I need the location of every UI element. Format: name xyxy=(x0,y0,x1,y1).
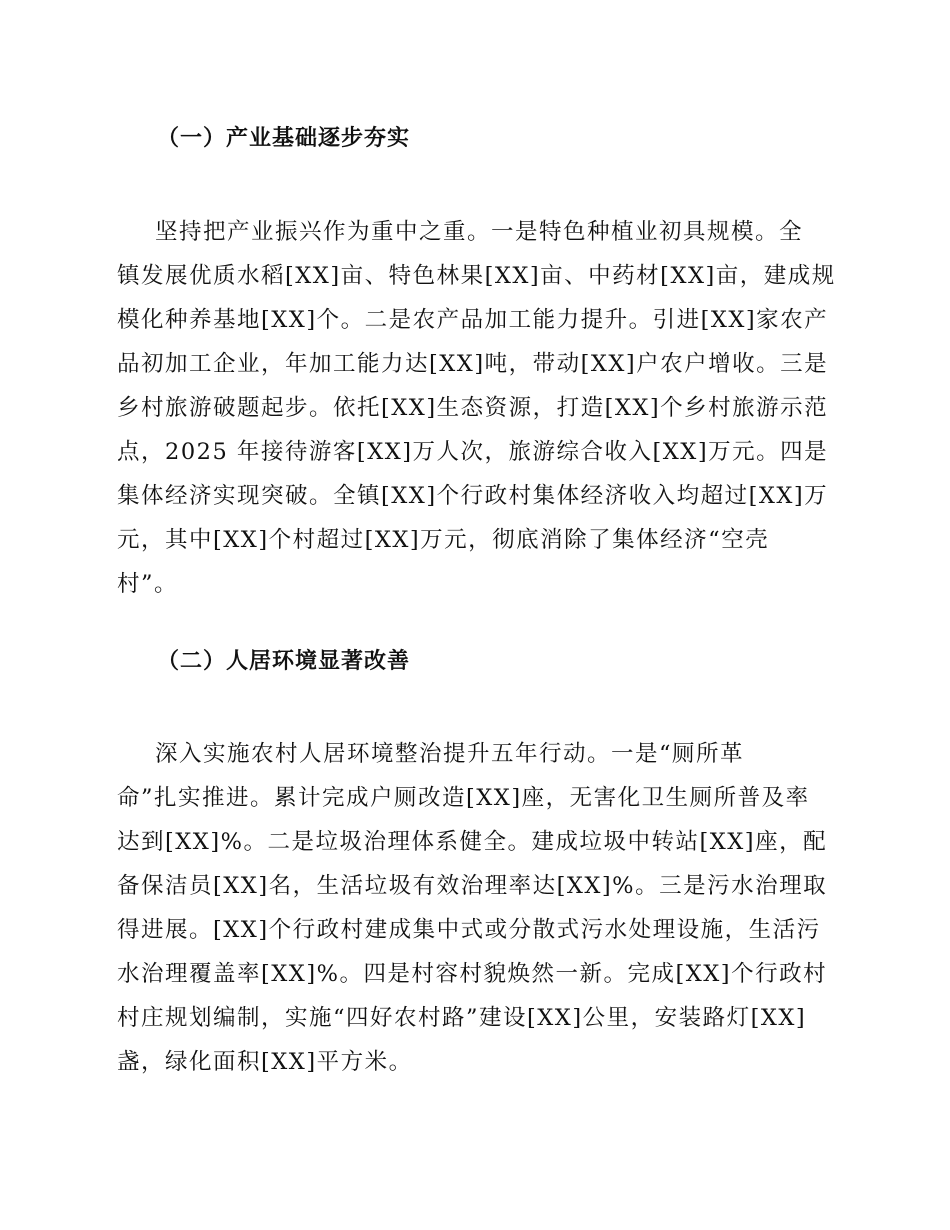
paragraph-line: 乡村旅游破题起步。依托[XX]生态资源，打造[XX]个乡村旅游示范 xyxy=(117,395,829,421)
paragraph-line: 得进展。[XX]个行政村建成集中式或分散式污水处理设施，生活污 xyxy=(117,917,821,943)
section-heading-environment: （二）人居环境显著改善 xyxy=(157,649,411,674)
paragraph-environment xyxy=(117,732,837,1084)
paragraph-industry xyxy=(117,210,837,606)
paragraph-line: 水治理覆盖率[XX]%。四是村容村貌焕然一新。完成[XX]个行政村 xyxy=(117,961,828,987)
paragraph-line: 命”扎实推进。累计完成户厕改造[XX]座，无害化卫生厕所普及率 xyxy=(117,785,810,811)
section-heading-industry: （一）产业基础逐步夯实 xyxy=(157,126,411,151)
paragraph-line: 村庄规划编制，实施“四好农村路”建设[XX]公里，安装路灯[XX] xyxy=(117,1005,807,1031)
paragraph-line: 坚持把产业振兴作为重中之重。一是特色种植业初具规模。全 xyxy=(155,219,804,245)
paragraph-line: 模化种养基地[XX]个。二是农产品加工能力提升。引进[XX]家农产 xyxy=(117,307,829,333)
paragraph-line: 备保洁员[XX]名，生活垃圾有效治理率达[XX]%。三是污水治理取 xyxy=(117,873,828,899)
paragraph-line: 达到[XX]%。二是垃圾治理体系健全。建成垃圾中转站[XX]座，配 xyxy=(117,829,828,855)
paragraph-line: 镇发展优质水稻[XX]亩、特色林果[XX]亩、中药材[XX]亩，建成规 xyxy=(117,263,836,289)
paragraph-line: 深入实施农村人居环境整治提升五年行动。一是“厕所革 xyxy=(155,741,745,767)
paragraph-line: 元，其中[XX]个村超过[XX]万元，彻底消除了集体经济“空壳 xyxy=(117,527,770,553)
paragraph-line: 盏，绿化面积[XX]平方米。 xyxy=(117,1049,413,1075)
paragraph-line: 品初加工企业，年加工能力达[XX]吨，带动[XX]户农户增收。三是 xyxy=(117,351,829,377)
paragraph-line: 集体经济实现突破。全镇[XX]个行政村集体经济收入均超过[XX]万 xyxy=(117,483,829,509)
paragraph-line: 点，2025 年接待游客[XX]万人次，旅游综合收入[XX]万元。四是 xyxy=(117,439,829,465)
paragraph-line: 村”。 xyxy=(117,571,179,597)
